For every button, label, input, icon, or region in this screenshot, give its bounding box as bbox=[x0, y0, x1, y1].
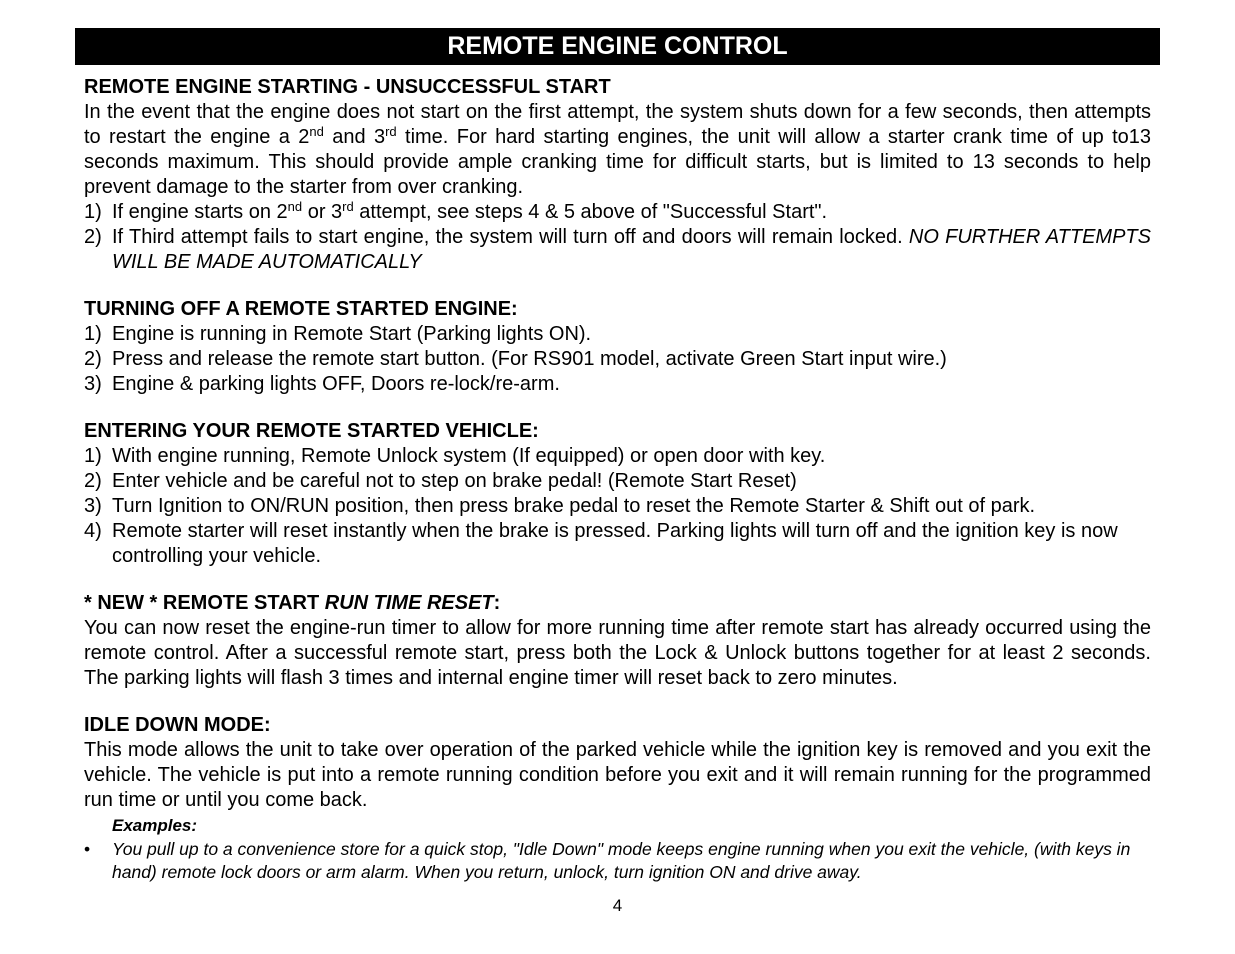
example-bullet-item bbox=[84, 838, 1151, 884]
run-time-reset-paragraph: You can now reset the engine-run timer to allow for more running time after remote start has already occurred using the remote control. After a successful remote start, press both the Lock & Unlock buttons together for at least 2 seconds. The parking lights will flash 3 times and internal engine timer will reset back to zero minutes. bbox=[84, 617, 1151, 689]
unsuccessful-start-paragraph bbox=[84, 100, 1151, 200]
list-text bbox=[112, 225, 1151, 275]
list-number: 1) bbox=[84, 323, 102, 345]
page-number: 4 bbox=[612, 896, 623, 915]
list-text: Remote starter will reset instantly when the brake is pressed. Parking lights will turn off and the ignition key is now controlling your vehicle. bbox=[112, 520, 1118, 567]
list-number: 2) bbox=[84, 348, 102, 370]
section-heading-idle-down: IDLE DOWN MODE: bbox=[84, 714, 271, 736]
section-heading-turning-off: TURNING OFF A REMOTE STARTED ENGINE: bbox=[84, 298, 518, 320]
list-item bbox=[84, 200, 1151, 225]
list-text: Enter vehicle and be careful not to step on brake pedal! (Remote Start Reset) bbox=[112, 470, 797, 492]
list-text bbox=[112, 200, 1151, 225]
list-number: 2) bbox=[84, 470, 102, 492]
list-text: With engine running, Remote Unlock system (If equipped) or open door with key. bbox=[112, 445, 826, 467]
list-number: 1) bbox=[84, 201, 102, 223]
examples-label: Examples: bbox=[112, 816, 198, 835]
text-run: time. For hard starting engines, the unit will allow a starter crank time of up to13 seconds maximum. This should provide ample cranking time for difficult starts, but is limited to 13 seconds to help prevent damage to the starter from over cranking. bbox=[84, 126, 1152, 198]
list-item bbox=[84, 372, 1151, 397]
text-run: In the event that the engine does not start on the first attempt, the system shuts down for a few seconds, then attempts to restart the engine a 2 bbox=[84, 101, 1151, 148]
text-run: and 3 bbox=[323, 126, 386, 148]
list-text: Turn Ignition to ON/RUN position, then press brake pedal to reset the Remote Starter & Shift out of park. bbox=[112, 495, 1036, 517]
section-heading-run-time-reset bbox=[84, 591, 1151, 616]
section-heading-entering-vehicle: ENTERING YOUR REMOTE STARTED VEHICLE: bbox=[84, 420, 539, 442]
list-item bbox=[84, 347, 1151, 372]
superscript: nd bbox=[309, 124, 324, 139]
text-run: If engine starts on 2 bbox=[112, 201, 288, 223]
text-run: attempt, see steps 4 & 5 above of "Successful Start". bbox=[353, 201, 828, 223]
list-number: 2) bbox=[84, 226, 102, 248]
bullet-icon: • bbox=[84, 839, 91, 859]
list-item bbox=[84, 225, 1151, 275]
list-item bbox=[84, 469, 1151, 494]
superscript: rd bbox=[342, 199, 354, 214]
text-run: If Third attempt fails to start engine, the system will turn off and doors will remain locked. bbox=[112, 226, 909, 248]
list-text: Engine is running in Remote Start (Parking lights ON). bbox=[112, 323, 592, 345]
italic-warning: NO FURTHER ATTEMPTS WILL BE MADE AUTOMATICALLY bbox=[112, 226, 1151, 273]
text-run: : bbox=[493, 592, 501, 614]
spacer bbox=[84, 691, 1151, 713]
italic-heading-part: RUN TIME RESET bbox=[324, 592, 494, 614]
idle-down-paragraph: This mode allows the unit to take over operation of the parked vehicle while the ignition key is removed and you exit the vehicle. The vehicle is put into a remote running condition before you exit and it will remain running for the programmed run time or until you come back. bbox=[84, 739, 1151, 811]
list-number: 3) bbox=[84, 495, 102, 517]
page-content bbox=[84, 75, 1151, 884]
list-text: Engine & parking lights OFF, Doors re-lock/re-arm. bbox=[112, 373, 560, 395]
superscript: nd bbox=[287, 199, 303, 214]
list-item bbox=[84, 322, 1151, 347]
text-run: * NEW * REMOTE START bbox=[84, 592, 325, 614]
spacer bbox=[84, 275, 1151, 297]
page-title-banner: REMOTE ENGINE CONTROL bbox=[75, 28, 1160, 65]
superscript: rd bbox=[385, 124, 397, 139]
text-run: or 3 bbox=[302, 201, 343, 223]
example-text: You pull up to a convenience store for a quick stop, "Idle Down" mode keeps engine running when you exit the vehicle, (with keys in hand) remote lock doors or arm alarm. When you return, unlock, turn ignition ON and drive away. bbox=[112, 839, 1131, 882]
list-item bbox=[84, 519, 1151, 569]
spacer bbox=[84, 569, 1151, 591]
section-heading-unsuccessful-start: REMOTE ENGINE STARTING - UNSUCCESSFUL START bbox=[84, 76, 611, 98]
list-number: 4) bbox=[84, 520, 102, 542]
list-number: 3) bbox=[84, 373, 102, 395]
list-item bbox=[84, 494, 1151, 519]
spacer bbox=[84, 397, 1151, 419]
list-number: 1) bbox=[84, 445, 102, 467]
list-text: Press and release the remote start button. (For RS901 model, activate Green Start input wire.) bbox=[112, 348, 947, 370]
list-item bbox=[84, 444, 1151, 469]
